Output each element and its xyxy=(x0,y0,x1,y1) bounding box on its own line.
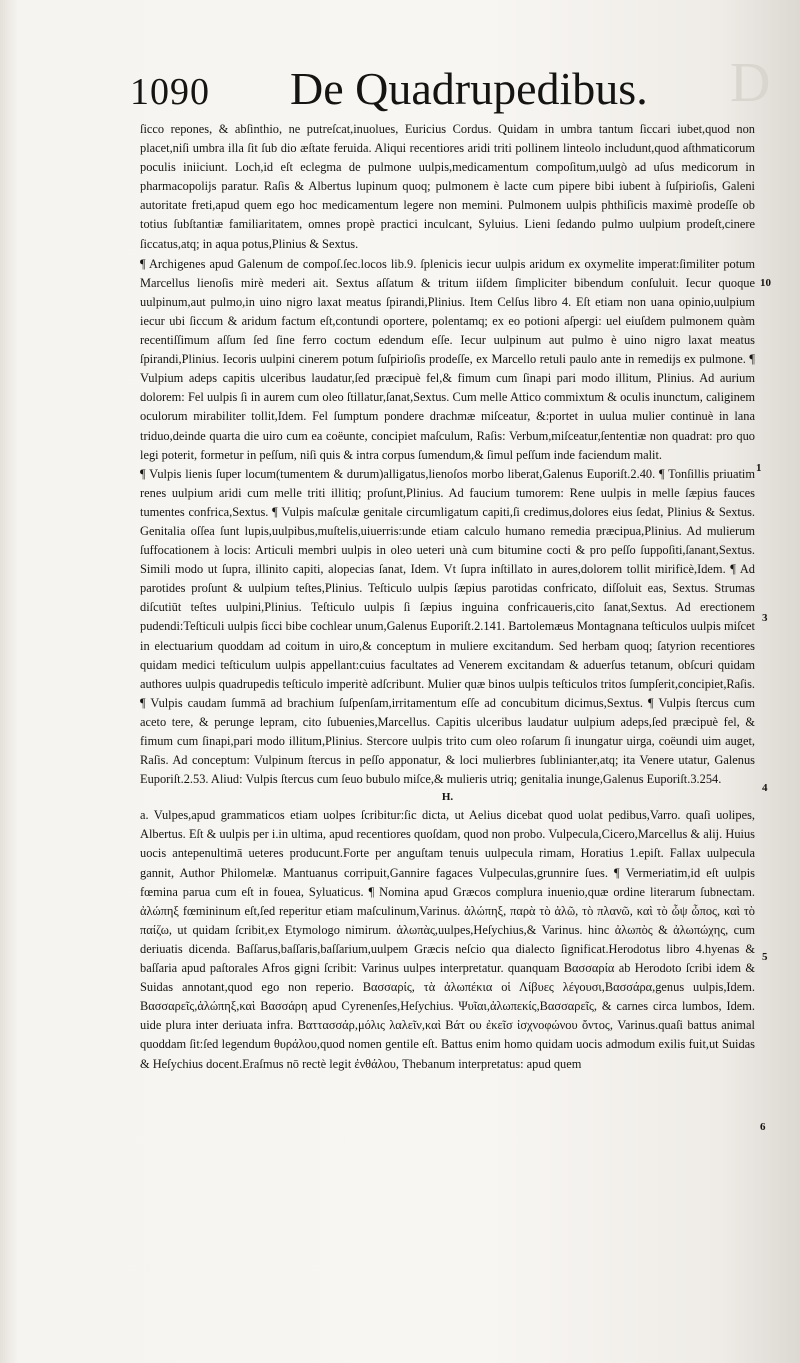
margin-number: 5 xyxy=(762,951,768,963)
page-number: 1090 xyxy=(130,71,210,113)
paragraph-nomina: a. Vulpes,apud grammaticos etiam uolpes ſcribitur:ſic dicta, ut Aelius dicebat quod uolat pedibus,Varro. quaſi uolipes, Albertus. Eſt & uulpis per i.in ultima, apud recentiores quoſdam, quod non probo. Vulpecula,Cicero,Marcellus & alij. Huius uocis antepenultimā ueteres producunt.Forte per anguſtam tenuis uulpecula rimam, Horatius 1.epiſt. Fallax uulpecula gannit, Author Philomelæ. Mantuanus corripuit,Gannire fagaces Vulpeculas,grunnire ſues. ¶ Vermeriatim,id eſt uulpis fœmina parua cum eſt in fouea, Syluaticus. ¶ Nomina apud Græcos complura inuenio,quæ ordine literarum ſubnectam. ἀλώπηξ fœmininum eſt,ſed reperitur etiam maſculinum,Varinus. ἀλώπηξ, παρὰ τὸ ἀλῶ, τὸ πλανῶ, καὶ τὸ ὦψ ὦπος, καὶ τὸ παίζω, ut quidam ſcribit,ex Etymologo nimirum. ἀλωπὰς,uulpes,Heſychius,& Varinus. hinc ἀλωπὸς & ἀλωπώχης, cum deriuatis dicenda. Baſſarus,baſſaris,baſſarium,uulpem Græcis neſcio qua dialecto ſignificat.Herodotus libro 4.hyenas & baſſaria apud paſtorales Afros gigni ſcribit: Varinus uulpes interpretatur. quanquam Βασσαρία ab Herodoto ſcribi idem & Suidas annotant,quod ego non reperio. Βασσαρίς, τὰ ἀλωπέκια οἱ Λίβυες λέγουσι,Βασσάρα,genus uulpis,Idem. Βασσαρεῖς,ἀλώπηξ,καὶ Βασσάρη apud Cyrenenſes,Heſychius. Ψυῖαι,ἀλωπεκίς,Βασσαρεῖς, & carnes circa lumbos, Idem. uide plura inter deriuata infra. Βαττασσάρ,μόλις λαλεῖν,καὶ Βάτ ου ἐκεῖσ ἰσχνοφώνου ὄντος, Varinus.quaſi battus animal quoddam ſit:ſed legendum θυράλου,quod nomen gentile eſt. Battus enim homo quidam uocis admodum exilis fuit,ut Suidas & Heſychius docent.Eraſmus nō rectè legit ἐνθάλου, Thebanum interpretatus: apud quem xyxy=(140,808,755,1071)
signature-mark: H. xyxy=(441,791,454,804)
body-text xyxy=(140,120,755,1270)
paragraph-lien-testes: ¶ Vulpis lienis ſuper locum(tumentem & durum)alligatus,lienoſos morbo liberat,Galenus Euporiſt.2.40. ¶ Tonſillis priuatim renes uulpium aridi cum melle triti illitiq; proſunt,Plinius. Ad faucium tumorem: Rene uulpis in melle ſæpius fauces tumentes confrica,Sextus. ¶ Vulpis maſculæ genitale circumligatum capiti,ſi credimus,dolores eius ſedat, Plinius & Sextus. Genitalia oſſea ſunt lupis,uulpibus,muſtelis,uiuerris:unde etiam calculo humano remedia præcipua,Plinius. Ad mulierum ſuffocationem à locis: Articuli membri uulpis in oleo ueteri unà cum bitumine cocti & pro peſſo ſuppoſiti,ſanant,Sextus. Simili modo ut ſupra, illinito capiti, alopecias ſanat, Idem. Vt ſupra inſtillato in aures,dolorem tollit mirificè,Idem. ¶ Ad parotides proſunt & uulpium teſtes,Plinius. Teſticulo uulpis ſæpius parotidas confricato, diſſoluit eas, Sextus. Strumas diſcutiūt teſtes uulpini,Plinius. Teſticulo uulpis ſi ſæpius inguina confricaueris,cito ſanat,Sextus. Ad erectionem pudendi:Teſticuli uulpis ſicci bibe cochlear unum,Galenus Euporiſt.2.141. Bartolemæus Montagnana teſticulos uulpis miſcet in electuarium quoddam ad coitum in uiro,& conceptum in muliere excitandum. Sed herbam quoq; ſatyrion recentiores quidam medici teſticulum uulpis appellant:cuius facultates ad Venerem excitandam & aduerſus tetanum, obſcuri quidam authores uulpis quadrupedis teſticulo imperitè adſcribunt. Mulier quæ binos uulpis teſticulos tritos ſumpſerit,concipiet,Raſis. ¶ Vulpis caudam ſummā ad brachium ſuſpenſam,irritamentum eſſe ad concubitum dicimus,Sextus. ¶ Vulpis ſtercus cum aceto tere, & perunge lepram, cito ſubuenies,Marcellus. Capitis ulceribus laudatur uulpium adeps,ſed præcipuè fel, & fimum cum ſinapi,pari modo illitum,Plinius. Stercore uulpis trito cum oleo roſarum ſi inungatur uirga, coëundi uim auget, Raſis. Ad conceptum: Vulpinum ſtercus in peſſo apponatur, & loci mulierbres ſublinianter,atq; ita Venere utatur, Galenus Euporiſt.2.53. Aliud: Vulpis ſtercus cum ſeuo bubulo miſce,& mulieris utriq; genitalia inunge,Galenus Euporiſt.3.254. xyxy=(140,466,755,787)
margin-number: 4 xyxy=(762,782,768,794)
margin-number: 10 xyxy=(760,277,771,289)
paragraph-iecur-fel: ¶ Archigenes apud Galenum de compoſ.ſec.locos lib.9. ſplenicis iecur uulpis aridum ex oxymelite imperat:ſimiliter potum Marcellus lienoſis mirè mederi ait. Sextus aſſatum & tritum iiſdem ſimpliciter bibendum conſuluit. Iecur quoque uulpinum,aut pulmo,in uino nigro laxat meatus ſpirandi,Plinius. Item Celſus libro 4. Eſt etiam non uana opinio,uulpium iecur ubi ſiccum & aridum factum eſt,contundi oportere, polentamq; ex eo potioni aſpergi: uel eiuſdem pulmonem quàm recentiſſimum aſſum ſed ſine ferro coctum edendum eſſe. Iecur uulpinum aut pulmo è uino nigro laxat meatus ſpirandi,Plinius. Iecoris uulpini cinerem potum ſuſpirioſis prodeſſe, ex Marcello retuli paulo ante in remedijs ex pulmone. ¶ Vulpium adeps capitis ulceribus laudatur,ſed præcipuè fel,& fimum cum ſinapi pari modo illitum, Plinius. Ad aurium dolorem: Fel uulpis ſi in aurem cum oleo ſtillatur,ſanat,Sextus. Cum melle Attico commixtum & oculis inunctum, caliginem oculorum mirabiliter tollit,Idem. Fel ſumptum pondere drachmæ miſceatur, &:portet in uulua mulier continuè in lana triduo,deinde quarta die uiro cum ea coëunte, concipiet maſculum, Raſis: Verbum,miſceatur,ſententiæ non quadrat: pro quo legi poterit, formetur in peſſum, niſi quis & intra corpus ſumendum,& ſimul peſſum inde faciendum malit. xyxy=(140,256,755,462)
margin-number: 3 xyxy=(762,612,768,624)
paragraph-pulmo: ſicco repones, & abſinthio, ne putreſcat,inuolues, Euricius Cordus. Quidam in umbra tantum ſiccari iubet,quod non placet,niſi umbra illa ſit ſub dio æſtate feruida. Aliqui recentiores aridi triti pollinem linteolo includunt,quod aſthmaticorum poculis iniiciunt. Loch,id eſt eclegma de pulmone uulpis,medicamentum compoſitum,uulgò ad uſus medicorum in pharmacopolijs paratur. Raſis & Albertus lupinum quoq; pulmonem è lacte cum pipere bibi iubent à ſuſpirioſis, Galeni autoritate freti,apud quem ego hoc medicamentum legere non memini. Pulmonem uulpis phthiſicis maximè prodeſſe ob totius ſubſtantiæ familiaritatem, omnes propè practici inculcant, Syluius. Lieni ſedando pulmo uulpium prodeſt,cinere ſiccatus,atq; in aqua potus,Plinius & Sextus. xyxy=(140,122,755,251)
page-gutter-shadow xyxy=(0,0,18,1363)
margin-number: 1 xyxy=(756,462,762,474)
bleed-through-text: D xyxy=(730,55,771,114)
margin-number: 6 xyxy=(760,1121,766,1133)
running-title: De Quadrupedibus. xyxy=(290,63,648,114)
